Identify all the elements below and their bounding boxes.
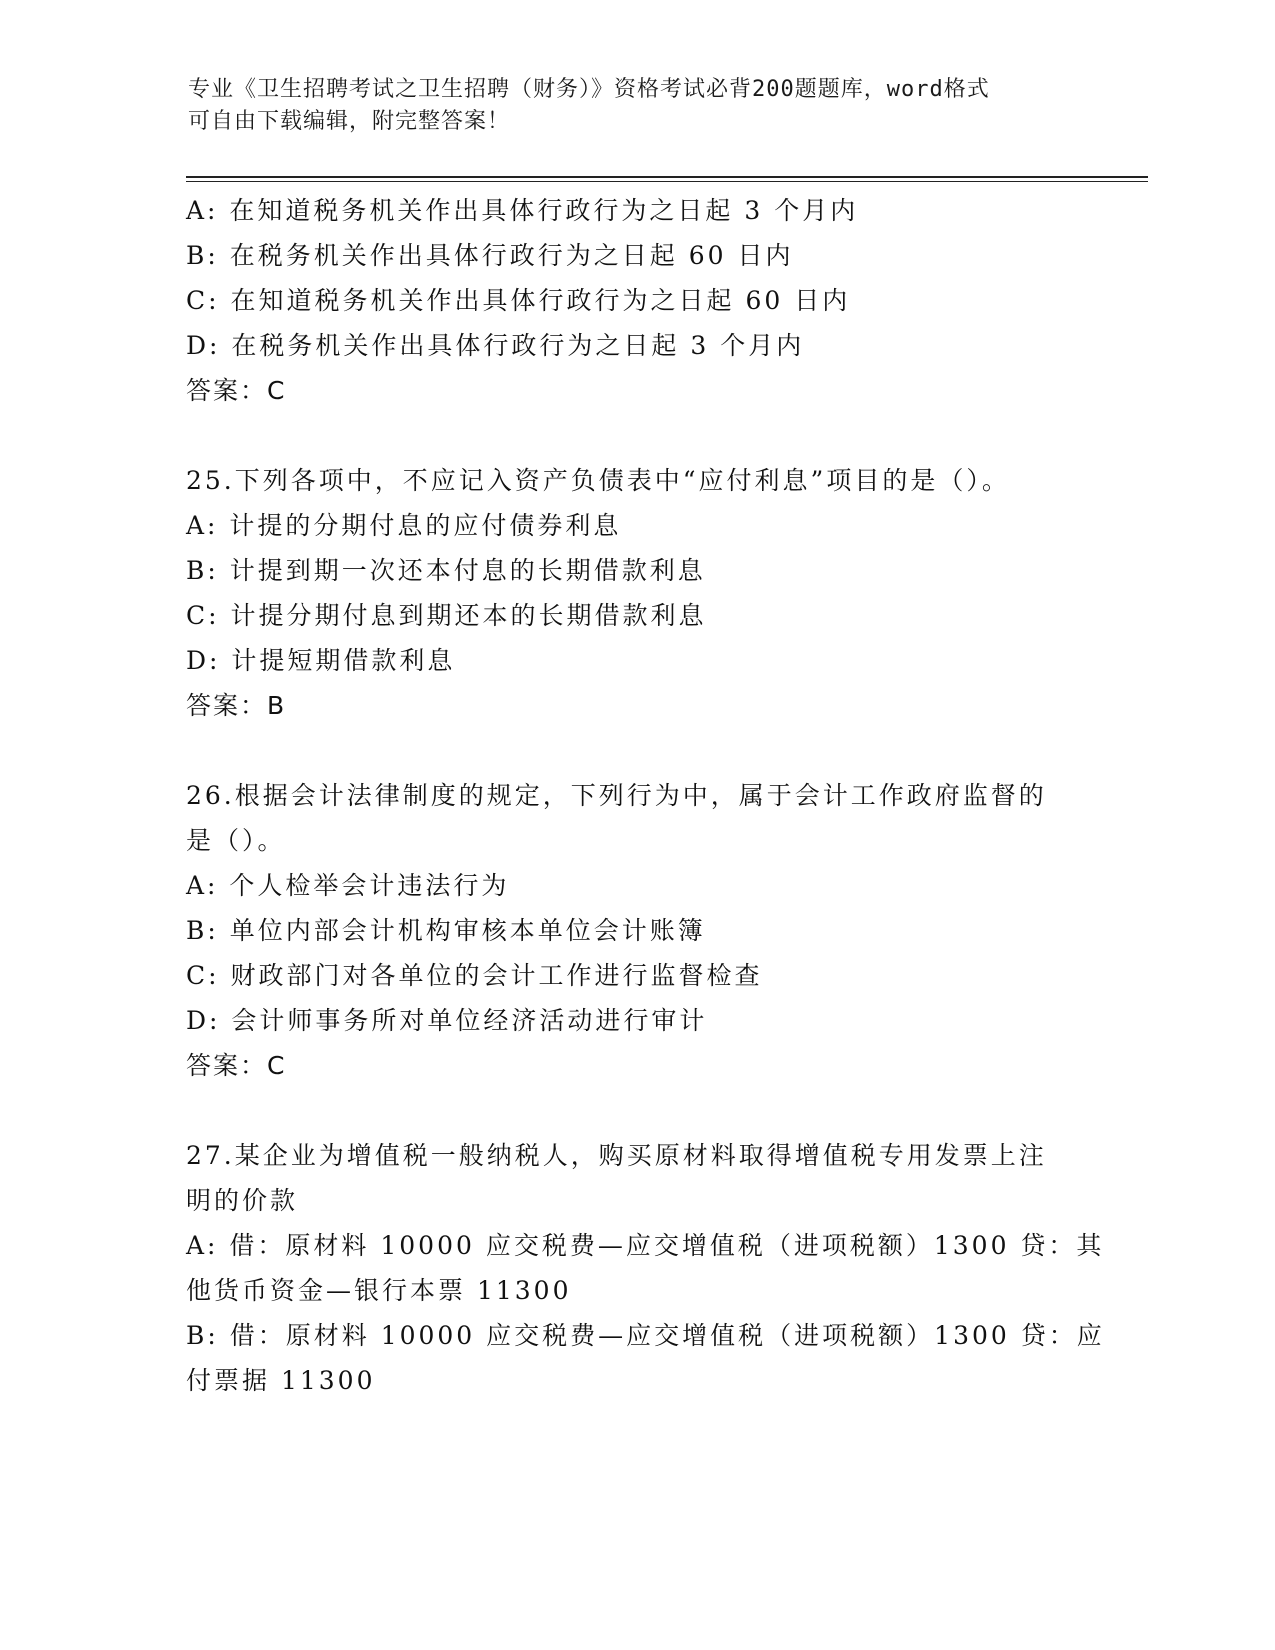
answer: 答案：C bbox=[186, 376, 287, 405]
question-25 bbox=[186, 458, 1086, 728]
question-24 bbox=[186, 188, 1086, 413]
answer: 答案：B bbox=[186, 691, 287, 720]
question-content bbox=[186, 188, 1105, 1403]
spacer bbox=[186, 413, 1086, 458]
question-text-line-1: 26.根据会计法律制度的规定，下列行为中，属于会计工作政府监督的 bbox=[186, 781, 1047, 810]
header-line-1: 专业《卫生招聘考试之卫生招聘（财务）》资格考试必背200题题库，word格式 bbox=[188, 77, 990, 102]
question-text-line-1: 27.某企业为增值税一般纳税人，购买原材料取得增值税专用发票上注 bbox=[186, 1141, 1047, 1170]
option-a-line-1: A: 借：原材料 10000 应交税费—应交增值税（进项税额）1300 贷：其 bbox=[186, 1231, 1105, 1260]
option-a-line-2: 他货币资金—银行本票 11300 bbox=[186, 1276, 572, 1305]
question-text: 25.下列各项中，不应记入资产负债表中“应付利息”项目的是（）。 bbox=[186, 466, 1010, 495]
option-d: D: 会计师事务所对单位经济活动进行审计 bbox=[186, 1006, 708, 1035]
option-b-line-2: 付票据 11300 bbox=[186, 1366, 376, 1395]
option-a: A: 在知道税务机关作出具体行政行为之日起 3 个月内 bbox=[186, 196, 859, 225]
header-divider-thick bbox=[186, 176, 1148, 178]
page-header bbox=[188, 74, 1088, 138]
question-text-line-2: 是（）。 bbox=[186, 826, 286, 855]
question-26 bbox=[186, 773, 1086, 1088]
option-c: C: 在知道税务机关作出具体行政行为之日起 60 日内 bbox=[186, 286, 851, 315]
option-d: D: 计提短期借款利息 bbox=[186, 646, 456, 675]
option-a: A: 个人检举会计违法行为 bbox=[186, 871, 510, 900]
option-b: B: 计提到期一次还本付息的长期借款利息 bbox=[186, 556, 706, 585]
question-text-line-2: 明的价款 bbox=[186, 1186, 299, 1215]
header-divider-thin bbox=[186, 181, 1148, 182]
option-b-line-1: B: 借：原材料 10000 应交税费—应交增值税（进项税额）1300 贷：应 bbox=[186, 1321, 1105, 1350]
header-line-2: 可自由下载编辑，附完整答案！ bbox=[188, 109, 511, 134]
spacer bbox=[186, 1088, 1086, 1133]
spacer bbox=[186, 728, 1086, 773]
option-c: C: 计提分期付息到期还本的长期借款利息 bbox=[186, 601, 707, 630]
question-27 bbox=[186, 1133, 1105, 1403]
option-b: B: 单位内部会计机构审核本单位会计账簿 bbox=[186, 916, 706, 945]
option-d: D: 在税务机关作出具体行政行为之日起 3 个月内 bbox=[186, 331, 805, 360]
option-c: C: 财政部门对各单位的会计工作进行监督检查 bbox=[186, 961, 763, 990]
answer: 答案：C bbox=[186, 1051, 287, 1080]
option-a: A: 计提的分期付息的应付债券利息 bbox=[186, 511, 622, 540]
option-b: B: 在税务机关作出具体行政行为之日起 60 日内 bbox=[186, 241, 794, 270]
